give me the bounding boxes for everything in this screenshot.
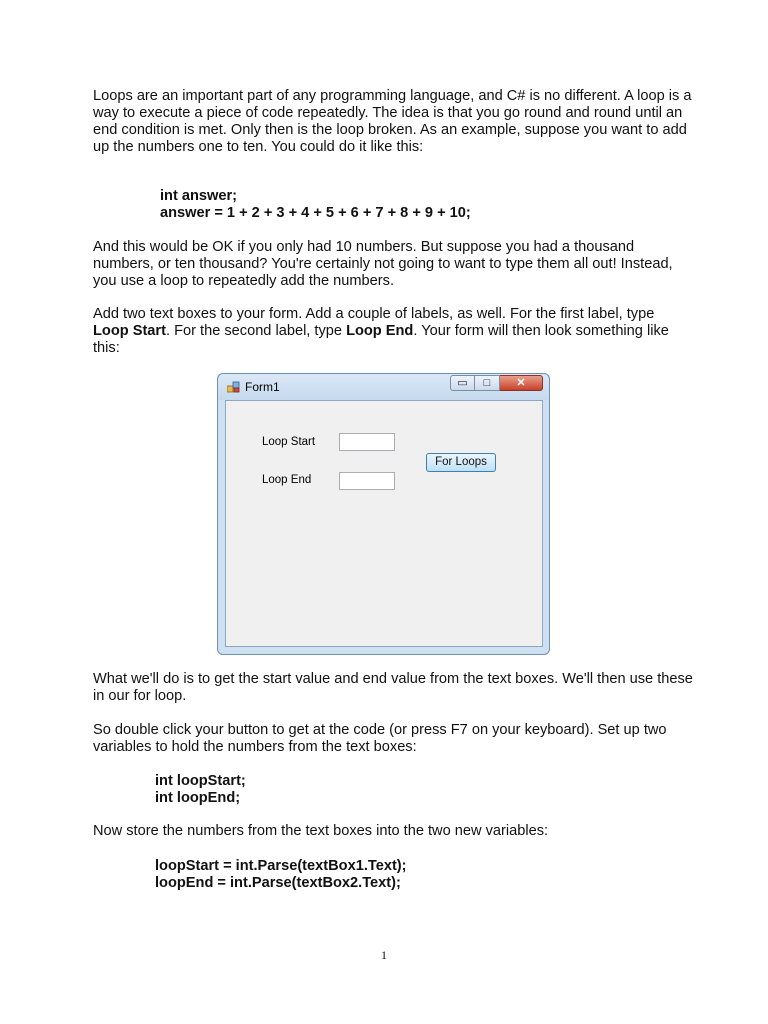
loop-end-textbox[interactable] [339,472,395,490]
close-button[interactable] [500,375,543,391]
maximize-button[interactable] [475,375,500,391]
code-line: int loopEnd; [155,790,241,806]
intro-paragraph: Loops are an important part of any programming language, and C# is no different. A loop is a way to execute a piece of code repeatedly. The idea is that you go round and round until an end condition is met. Only then is the loop broken. As an example, suppose you want to add up the numbers one to ten. You could do it like this: [93,88,692,155]
text-run: . Your form will then look something like this: [93,323,669,356]
window-controls [450,375,543,393]
code-line: loopStart = int.Parse(textBox1.Text); [155,858,407,874]
loop-start-textbox[interactable] [339,433,395,451]
loop-end-label: Loop End [262,474,312,486]
page-number: 1 [381,948,387,962]
loop-start-label: Loop Start [262,436,316,448]
minimize-button[interactable] [450,375,475,391]
text-run: . For the second label, type [165,323,347,339]
bold-loop-end: Loop End [346,323,414,339]
code-block-parse [155,858,407,892]
close-icon: ✕ [516,377,526,389]
code-block-variables [155,773,246,807]
minimize-icon: ▭ [457,377,468,389]
for-loops-button[interactable]: For Loops [426,453,496,472]
code-line: int loopStart; [155,773,246,789]
store-numbers-paragraph: Now store the numbers from the text boxes into the two new variables: [93,823,549,839]
window-titlebar [218,374,549,400]
code-line: int answer; [160,188,238,204]
form-window-icon [227,381,240,393]
code-line: answer = 1 + 2 + 3 + 4 + 5 + 6 + 7 + 8 + 9 + 10; [160,205,471,221]
maximize-icon: □ [483,377,491,389]
code-line: loopEnd = int.Parse(textBox2.Text); [155,875,401,891]
form-client-area [225,400,543,647]
bold-loop-start: Loop Start [93,323,166,339]
double-click-paragraph: So double click your button to get at the code (or press F7 on your keyboard). Set up two variables to hold the numbers from the text boxes: [93,722,667,755]
form1-window [217,373,550,655]
add-textboxes-paragraph [93,306,693,357]
text-run: Add two text boxes to your form. Add a couple of labels, as well. For the first label, type [93,306,655,322]
thousand-numbers-paragraph: And this would be OK if you only had 10 numbers. But suppose you had a thousand numbers, or ten thousand? You're certainly not going to want to type them all out! Instead, you use a loop to repeatedly add the numbers. [93,239,673,289]
start-end-value-paragraph: What we'll do is to get the start value and end value from the text boxes. We'll then use these in our for loop. [93,671,693,704]
code-block-answer [160,188,471,222]
window-title: Form1 [245,380,280,394]
